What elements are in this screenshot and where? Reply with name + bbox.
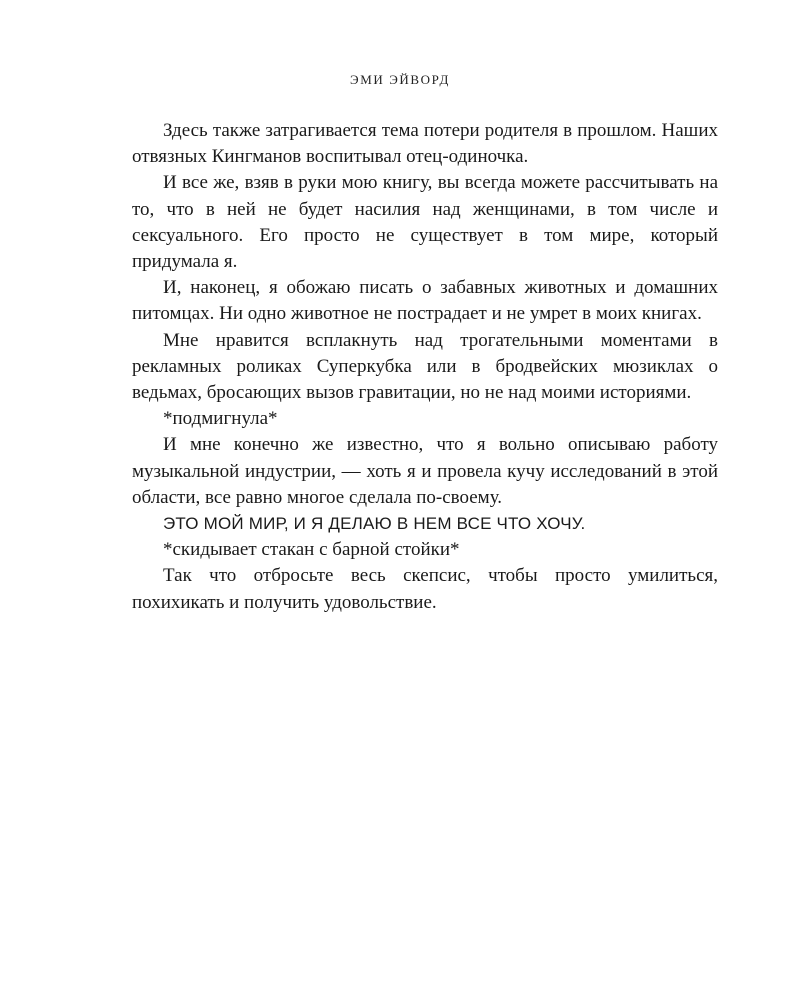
paragraph-enjoy: Так что отбросьте весь скепсис, чтобы просто умилиться, похихикать и получить удовольствие. xyxy=(132,565,718,613)
paragraph-glass-action: *скидывает стакан с барной стойки* xyxy=(163,539,460,561)
paragraph-no-violence: И все же, взяв в руки мою книгу, вы всегда можете рассчитывать на то, что в ней не будет насилия над женщинами, в том числе и сексуального. Его просто не существует в том мире, который придумала я. xyxy=(132,172,718,273)
running-head-author: ЭМИ ЭЙВОРД xyxy=(350,72,450,87)
paragraph-my-world-caps: ЭТО МОЙ МИР, И Я ДЕЛАЮ В НЕМ ВСЕ ЧТО ХОЧУ. xyxy=(163,514,586,534)
paragraph-crying: Мне нравится всплакнуть над трогательными моментами в рекламных роликах Суперкубка или в бродвейских мюзиклах о ведьмах, бросающих вызов гравитации, но не над моими историями. xyxy=(132,329,718,404)
paragraph-music-industry: И мне конечно же известно, что я вольно описываю работу музыкальной индустрии, — хоть я и провела кучу исследований в этой области, все равно многое сделала по-своему. xyxy=(132,434,718,508)
page-body xyxy=(132,118,718,616)
paragraph-animals: И, наконец, я обожаю писать о забавных животных и домашних питомцах. Ни одно животное не пострадает и не умрет в моих книгах. xyxy=(132,277,718,325)
paragraph-wink: *подмигнула* xyxy=(163,408,278,430)
paragraph-parent-loss: Здесь также затрагивается тема потери родителя в прошлом. Наших отвязных Кингманов воспитывал отец-одиночка. xyxy=(132,120,718,168)
